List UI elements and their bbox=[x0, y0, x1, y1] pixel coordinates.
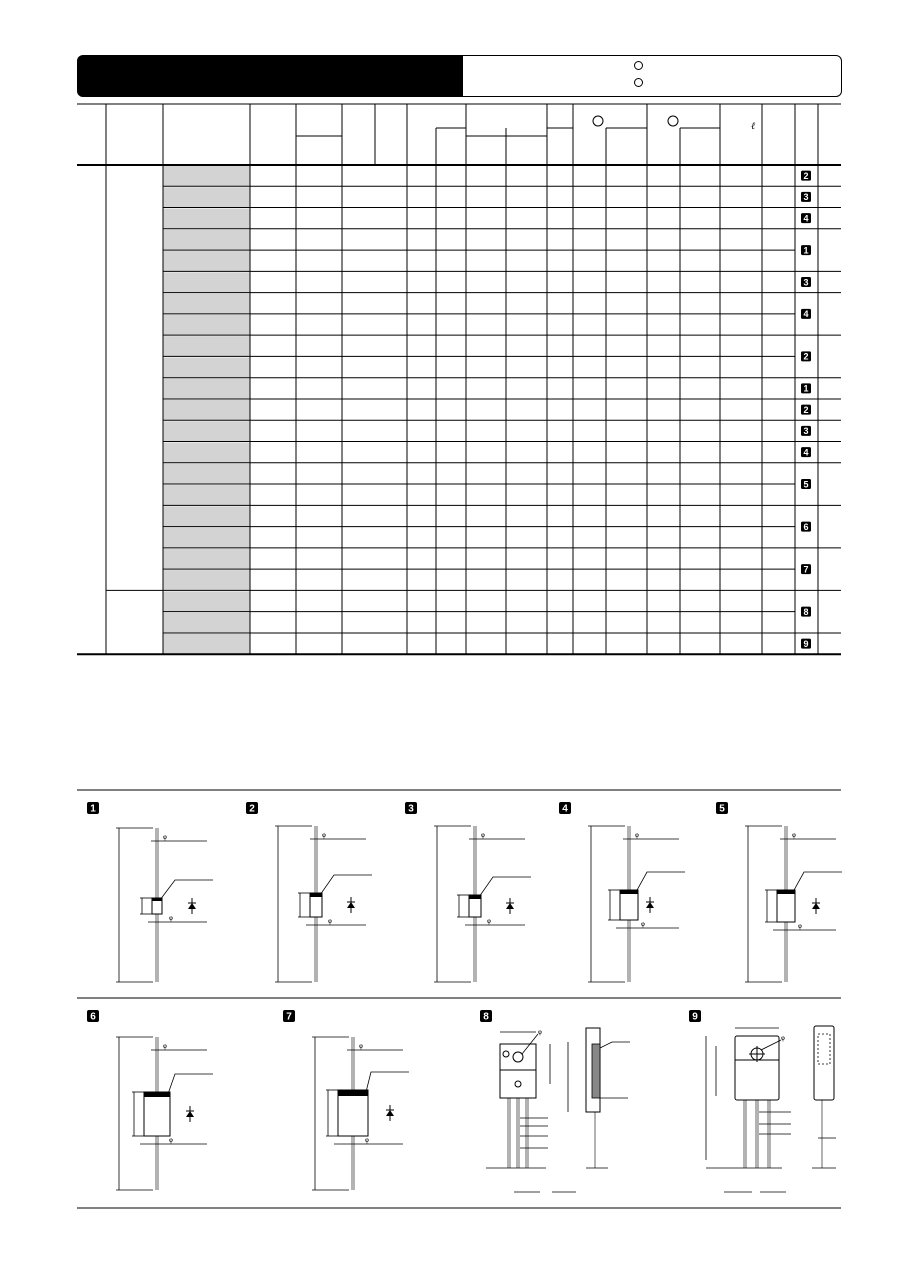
cathode-band bbox=[338, 1090, 368, 1096]
figure-badge-label: 6 bbox=[90, 1011, 96, 1023]
package-badge-label: 1 bbox=[803, 383, 809, 394]
cathode-band-leader bbox=[793, 872, 842, 892]
figure-badge-label: 9 bbox=[692, 1011, 698, 1023]
phi-symbol: φ bbox=[538, 1029, 542, 1036]
cathode-band bbox=[620, 890, 638, 894]
side-view-leader bbox=[600, 1042, 630, 1048]
figure-badge-label: 8 bbox=[483, 1011, 489, 1023]
phi-symbol: φ bbox=[798, 923, 802, 930]
diode-symbol-triangle bbox=[186, 1111, 194, 1117]
table-header-ell: ℓ bbox=[751, 121, 756, 132]
package-badge-label: 6 bbox=[803, 521, 809, 532]
cathode-band-leader bbox=[366, 1072, 409, 1092]
cathode-band-leader bbox=[320, 875, 372, 895]
package-badge-label: 3 bbox=[803, 426, 809, 437]
figure-badge-label: 4 bbox=[562, 803, 568, 815]
phi-symbol: φ bbox=[328, 918, 332, 925]
package-badge-label: 4 bbox=[803, 309, 809, 320]
package-badge-label: 2 bbox=[803, 170, 809, 181]
phi-symbol: φ bbox=[322, 832, 326, 839]
figure-badge-label: 7 bbox=[286, 1011, 292, 1023]
side-view-body bbox=[814, 1026, 834, 1100]
phi-symbol: φ bbox=[169, 915, 173, 922]
cathode-band-leader bbox=[479, 877, 531, 897]
figure-badge-label: 2 bbox=[249, 803, 255, 815]
diode-symbol-triangle bbox=[347, 902, 355, 908]
cathode-band-leader bbox=[168, 1074, 213, 1094]
phi-symbol: φ bbox=[163, 1043, 167, 1050]
diode-symbol-triangle bbox=[812, 903, 820, 909]
phi-symbol: φ bbox=[365, 1137, 369, 1144]
phi-symbol: φ bbox=[792, 832, 796, 839]
phi-symbol: φ bbox=[781, 1035, 785, 1042]
diode-symbol-triangle bbox=[188, 903, 196, 909]
package-badge-label: 2 bbox=[803, 404, 809, 415]
figure-badge-label: 5 bbox=[719, 803, 725, 815]
package-badge-label: 3 bbox=[803, 192, 809, 203]
cathode-band-leader bbox=[636, 872, 685, 892]
cathode-band-leader bbox=[160, 880, 213, 900]
axial-body bbox=[620, 890, 638, 920]
package-badge-label: 4 bbox=[803, 447, 809, 458]
side-view-heatsink bbox=[592, 1044, 600, 1098]
diode-symbol-triangle bbox=[386, 1110, 394, 1116]
phi-symbol: φ bbox=[163, 834, 167, 841]
axial-body bbox=[338, 1090, 368, 1136]
phi-symbol: φ bbox=[169, 1137, 173, 1144]
phi-symbol: φ bbox=[641, 921, 645, 928]
package-badge-label: 8 bbox=[803, 606, 809, 617]
cathode-band bbox=[777, 890, 795, 894]
phi-symbol: φ bbox=[359, 1043, 363, 1050]
package-badge-label: 7 bbox=[803, 564, 809, 575]
diode-symbol-triangle bbox=[646, 902, 654, 908]
axial-body bbox=[777, 890, 795, 922]
package-badge-label: 1 bbox=[803, 245, 809, 256]
package-badge-label: 2 bbox=[803, 351, 809, 362]
figure-badge-label: 1 bbox=[90, 803, 96, 815]
phi-symbol: φ bbox=[481, 832, 485, 839]
phi-symbol: φ bbox=[635, 832, 639, 839]
diode-symbol-triangle bbox=[506, 903, 514, 909]
axial-body bbox=[144, 1092, 170, 1136]
full-mold-body bbox=[735, 1036, 779, 1100]
package-badge-label: 5 bbox=[803, 479, 809, 490]
package-badge-label: 9 bbox=[803, 638, 809, 649]
phi-symbol: φ bbox=[487, 918, 491, 925]
figure-badge-label: 3 bbox=[408, 803, 414, 815]
package-body bbox=[500, 1070, 536, 1098]
package-badge-label: 3 bbox=[803, 277, 809, 288]
cathode-band bbox=[144, 1092, 170, 1097]
package-badge-label: 4 bbox=[803, 213, 809, 224]
